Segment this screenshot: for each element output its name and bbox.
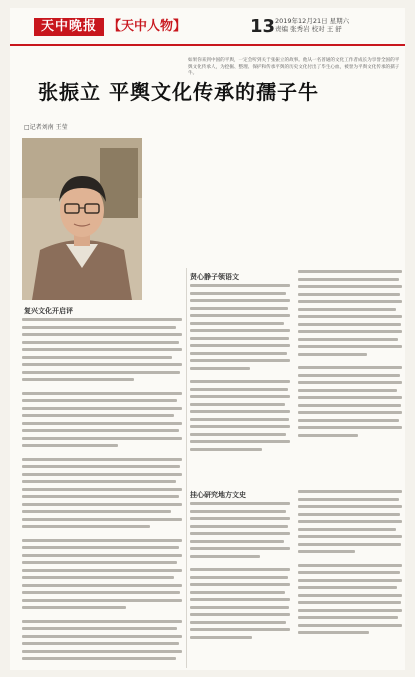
subheading-2: 贤心静子领语文 <box>190 273 239 281</box>
body-text-column-4 <box>190 502 290 667</box>
text-column-narrow <box>150 136 190 296</box>
portrait-image <box>22 138 142 300</box>
portrait-photo <box>22 138 142 300</box>
byline: □记者刘南 王莹 <box>24 124 68 131</box>
page-number: 13 <box>250 16 276 37</box>
masthead <box>10 8 405 46</box>
body-text-column-3 <box>298 270 402 484</box>
newspaper-logo: 天中晚报 <box>34 18 104 36</box>
intro-paragraph: 如果你来到中国的平舆，一定会听到关于张振立的故事。他从一名普通的文化工作者成长为享誉全国的平舆文化传承人，为挖掘、整理、保护和传承平舆的历史文化付出了毕生心血，被誉为平舆文化传承的孺子牛。 <box>188 58 400 76</box>
section-title: 【天中人物】 <box>108 19 187 34</box>
column-divider <box>186 268 187 668</box>
date-and-editors <box>275 17 349 33</box>
body-text-column-1 <box>22 318 182 663</box>
subheading-1: 复兴文化开启评 <box>24 307 73 315</box>
newspaper-page <box>10 8 405 670</box>
subheading-3: 挂心研究地方文史 <box>190 491 246 499</box>
date-line: 2019年12月21日 星期六 <box>275 17 350 25</box>
masthead-rule <box>10 44 405 46</box>
editors-line: 责编 张秀岩 校对 王 舒 <box>275 25 342 33</box>
body-text-column-5 <box>298 490 402 667</box>
headline: 张振立 平舆文化传承的孺子牛 <box>38 80 319 104</box>
body-text-column-2 <box>190 284 290 484</box>
